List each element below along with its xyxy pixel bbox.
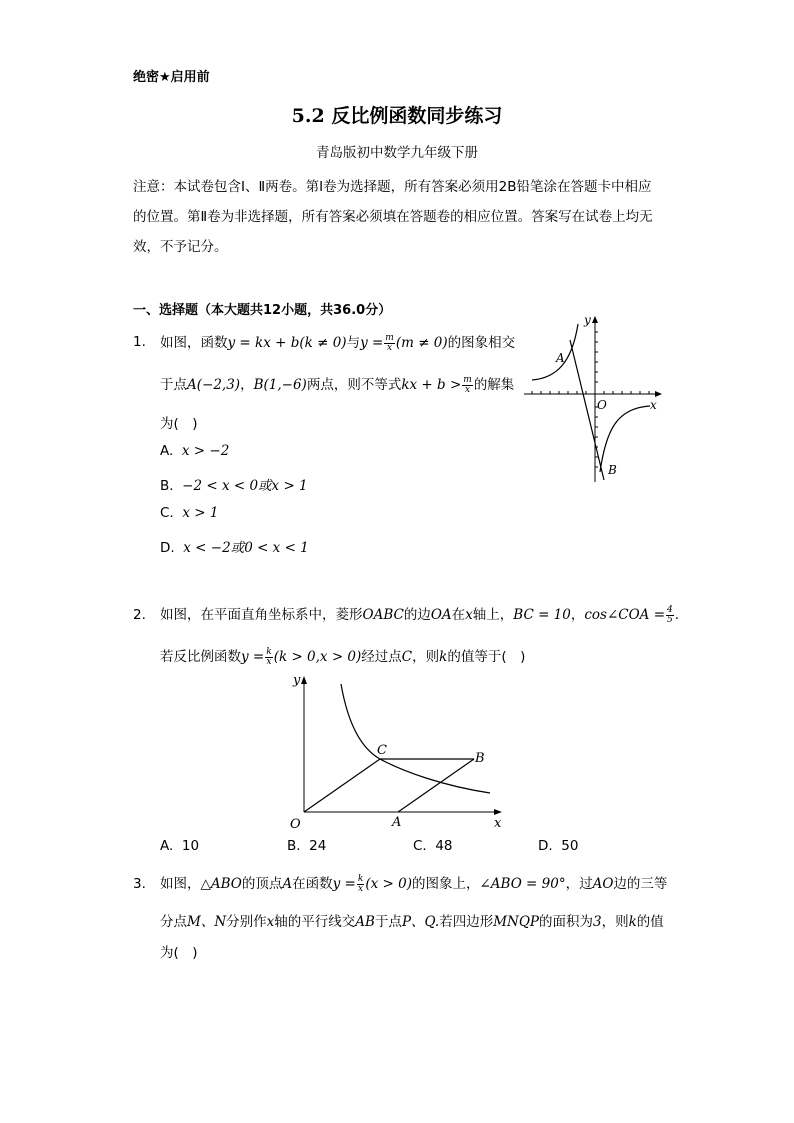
option-text: 24 [309,838,327,854]
x-axis-arrow [494,809,502,815]
section-mid: 小题，共 [281,303,334,318]
q2-fraction [265,648,272,667]
frac-denominator: x [358,883,364,894]
q2-fraction [666,606,674,625]
q3-line3: 为( ) [160,945,198,961]
q2-text: 的值等于( ) [447,649,526,665]
y-axis-arrow [301,676,307,684]
q3-text: 的顶点 [241,876,283,892]
label-origin: O [290,817,301,832]
option-label: D. [538,838,553,854]
option-text: −2 < x < 0或x > 1 [182,478,308,494]
q1-line3: 为( ) [160,416,198,432]
q1-eq2-rhs: (m ≠ 0) [395,335,448,351]
q2-text: ， [570,607,585,623]
q3-text: 的值 [636,914,664,930]
q1-line2 [160,373,514,395]
frac-numerator: k [357,873,364,884]
q1-number: 1. [133,334,146,350]
q1-option-a[interactable] [160,443,229,459]
x-axis-arrow [655,391,662,397]
q1-text: 的图象相交 [447,335,516,351]
q1-option-d[interactable] [160,536,309,556]
label-point-c: C [377,743,387,758]
q2-text: 在 [451,607,466,623]
q1-text: 如图，函数 [160,335,228,351]
frac-denominator: x [266,656,272,667]
option-text: x > −2 [181,443,230,459]
q2-text: 经过点 [361,649,402,665]
frac-denominator: x [387,342,393,353]
q2-number: 2. [133,607,146,623]
q1-fraction [384,334,395,353]
q3-math: ∠ABO = 90° [479,876,566,892]
label-point-b: B [608,463,617,477]
q3-math: △ABO [200,876,242,892]
q3-fraction [357,875,364,894]
q3-math: (x > 0) [365,876,412,892]
option-label: B. [160,478,174,494]
q3-text: 若四边形 [439,914,494,930]
option-label: C. [160,505,174,521]
rhombus-side-oc [304,759,380,812]
q3-text: 分点 [160,914,187,930]
frac-numerator: 4 [667,604,673,615]
q1-text: 两点，则不等式 [306,377,402,393]
hyperbola-left-branch [532,324,578,380]
q2-math: cos∠COA = [584,607,666,623]
label-x: x [650,398,657,412]
label-x: x [494,816,502,831]
q1-fraction [462,376,473,395]
frac-denominator: 5 [667,614,673,625]
q2-math: (k > 0,x > 0) [273,649,362,665]
section-prefix: 一、选择题（本大题共 [133,303,264,318]
q3-line1 [160,872,667,894]
q2-math: k [439,649,448,665]
option-text: 10 [181,838,200,854]
label-point-a: A [556,351,565,365]
q3-text: 轴的平行线交 [274,914,356,930]
q2-text: . [674,607,680,623]
q2-math: BC = 10 [513,607,571,623]
frac-numerator: m [463,374,472,385]
page-title: 5.2 反比例函数同步练习 [291,105,503,127]
q1-option-c[interactable] [160,505,218,521]
exam-note: 注意：本试卷包含Ⅰ、Ⅱ两卷。第Ⅰ卷为选择题，所有答案必须用2B铅笔涂在答题卡中相应的位置。第Ⅱ卷为非选择题，所有答案必须填在答题卷的相应位置。答案写在试卷上均无效，不予记分。 [133,179,653,255]
q1-pointA: A(−2,3) [187,377,241,393]
q2-math: C [401,649,413,665]
q2-text: 若反比例函数 [160,649,241,665]
q2-option-c[interactable] [413,838,453,854]
label-point-b: B [475,751,485,766]
q3-number: 3. [133,876,146,892]
q2-option-d[interactable] [538,838,578,854]
option-label: B. [287,838,301,854]
q3-text: 分别作 [226,914,267,930]
q1-text: 的解集 [473,377,515,393]
q2-math: y = [241,649,265,665]
q2-math: OA [430,607,452,623]
label-origin: O [597,398,607,412]
q3-text: 边的三等 [613,876,668,892]
q2-math: x [465,607,473,623]
q2-option-b[interactable] [287,838,326,854]
y-axis-arrow [592,316,598,323]
q1-ineq: kx + b > [401,377,462,393]
label-point-a: A [392,815,402,830]
section-score: 36.0 [333,303,366,318]
q3-math: k [628,914,637,930]
q3-math: A [282,876,293,892]
q3-text: ，过 [565,876,593,892]
q2-option-a[interactable] [160,838,199,854]
section-heading [133,299,391,318]
q3-text: 如图， [160,876,201,892]
q2-math: OABC [362,607,404,623]
rhombus-side-ba [398,759,474,812]
q1-text: ， [240,377,254,393]
frac-numerator: k [266,646,272,657]
frac-numerator: m [385,332,394,343]
q3-text: 于点 [374,914,402,930]
q1-line1 [160,331,515,353]
q1-eq1: y = kx + b(k ≠ 0) [227,335,347,351]
q1-eq2-lhs: y = [360,335,384,351]
q3-text: ，则 [601,914,629,930]
q3-text: 在函数 [292,876,333,892]
label-y: y [293,673,301,688]
q2-text: ，则 [412,649,440,665]
q2-line2 [160,645,525,667]
hyperbola-curve [341,684,490,793]
q2-text: 的边 [403,607,431,623]
q2-line1 [160,603,679,625]
q3-math: 3 [593,914,602,930]
q1-pointB: B(1,−6) [253,377,307,393]
q3-line2 [160,910,664,930]
option-label: A. [160,443,174,459]
q2-text: 轴上， [472,607,514,623]
option-text: x > 1 [182,505,219,521]
section-suffix: 分） [365,303,392,318]
q3-math: AO [592,876,614,892]
frac-denominator: x [465,384,471,395]
q2-figure [284,670,506,832]
option-label: C. [413,838,427,854]
secret-label: 绝密★启用前 [133,70,210,85]
q3-math: AB [355,914,375,930]
q3-math: x [266,914,275,930]
q3-text: 的图象上， [411,876,480,892]
q3-math: MNQP [493,914,540,930]
q3-math: y = [332,876,356,892]
q1-figure [522,312,664,484]
page-subtitle: 青岛版初中数学九年级下册 [316,145,478,161]
q3-math: M、N [187,914,227,930]
option-text: 48 [435,838,453,854]
option-label: D. [160,540,175,556]
q2-text: 如图，在平面直角坐标系中，菱形 [160,607,363,623]
option-label: A. [160,838,174,854]
option-text: x < −2或0 < x < 1 [183,540,309,556]
q1-option-b[interactable] [160,474,308,494]
label-y: y [584,313,591,327]
q3-text: 的面积为 [539,914,594,930]
q3-math: P、Q. [401,914,440,930]
q1-text: 与 [346,335,361,351]
q1-text: 于点 [160,377,187,393]
section-count: 12 [263,303,282,318]
option-text: 50 [561,838,579,854]
